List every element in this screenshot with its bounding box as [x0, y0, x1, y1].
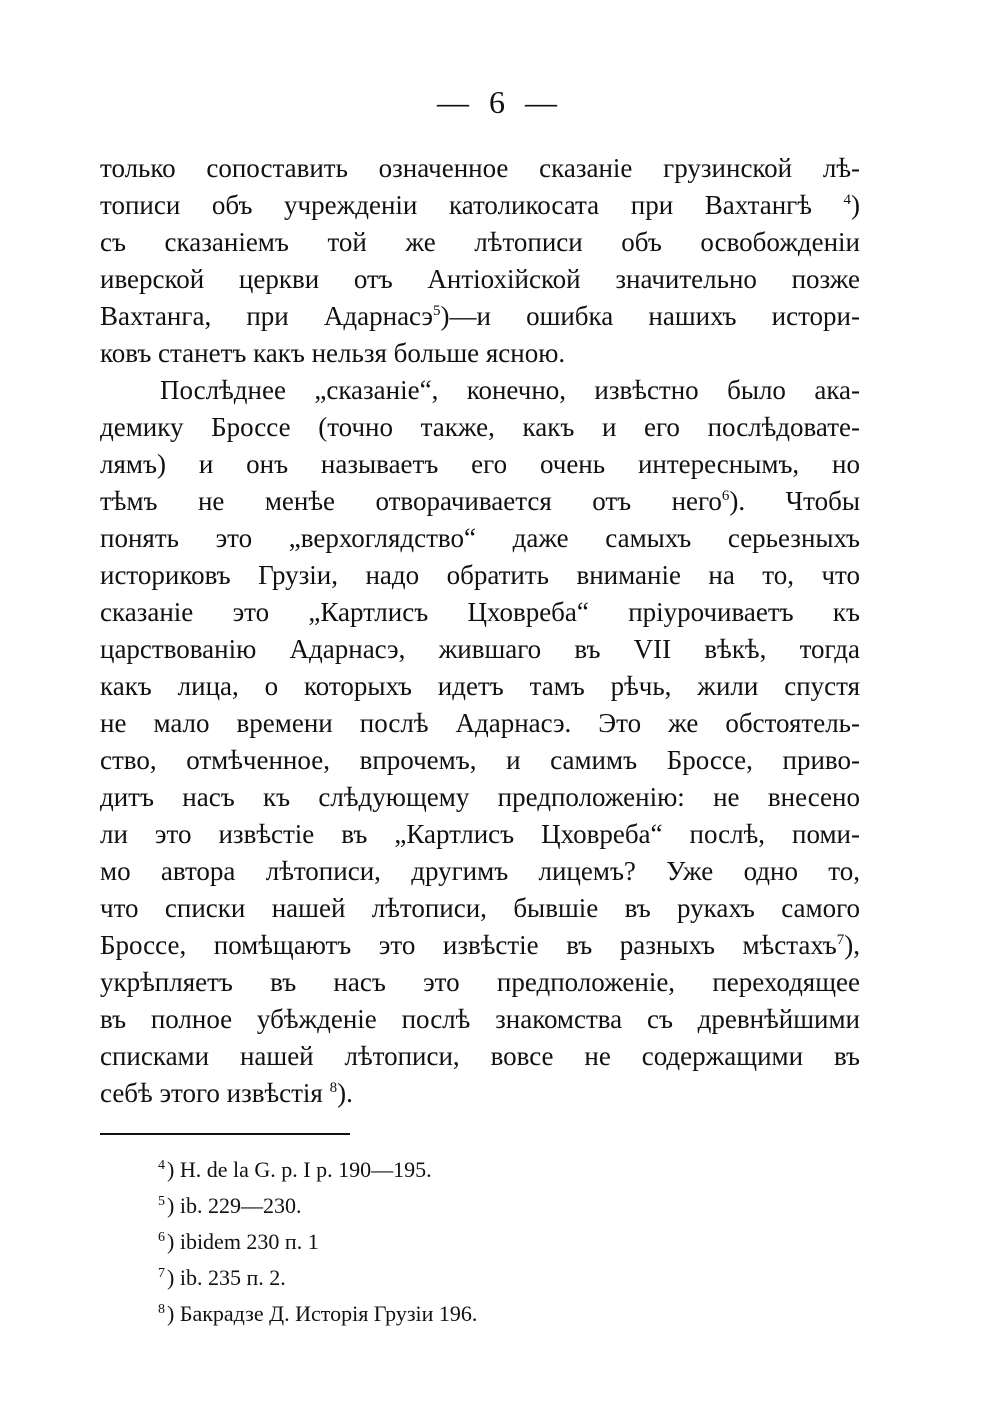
footnote-ref: 8 — [329, 1080, 338, 1096]
line-text: ство, отмѣченное, впрочемъ, и самимъ Броссе, приво- — [100, 745, 860, 775]
text-line — [100, 1038, 860, 1075]
footnote-text: ) ib. 235 п. 2. — [167, 1265, 286, 1290]
footnote-ref: 4 — [843, 192, 851, 208]
line-text: только сопоставить означенное сказаніе грузинской лѣ- — [100, 153, 860, 183]
footnote-mark: 4 — [158, 1158, 165, 1173]
text-line — [100, 224, 860, 261]
text-line — [100, 890, 860, 927]
line-text: ) — [851, 190, 860, 220]
text-line — [100, 1001, 860, 1038]
text-line — [100, 779, 860, 816]
line-text: ). — [337, 1078, 353, 1108]
text-line — [100, 853, 860, 890]
text-line — [100, 964, 860, 1001]
line-text: Броссе, помѣщаютъ это извѣстіе въ разныхъ мѣстахъ — [100, 930, 837, 960]
line-text: царствованію Адарнасэ, жившаго въ VII вѣкѣ, тогда — [100, 634, 860, 664]
text-line — [100, 557, 860, 594]
line-text: себѣ этого извѣстія — [100, 1078, 330, 1108]
text-line — [100, 631, 860, 668]
text-line — [100, 668, 860, 705]
footnote-ref: 5 — [432, 303, 441, 319]
text-line — [100, 1075, 860, 1112]
line-text: Послѣднее „сказаніе“, конечно, извѣстно было ака- — [160, 375, 860, 405]
line-text: мо автора лѣтописи, другимъ лицемъ? Уже одно то, — [100, 856, 860, 886]
line-text: ли это извѣстіе въ „Картлисъ Цховреба“ послѣ, поми- — [100, 819, 860, 849]
page-number: — 6 — — [437, 84, 563, 120]
footnote-mark: 8 — [158, 1302, 165, 1317]
line-text: сказаніе это „Картлисъ Цховреба“ пріурочиваетъ къ — [100, 597, 860, 627]
footnote — [158, 1224, 477, 1260]
text-line — [100, 409, 860, 446]
line-text: съ сказаніемъ той же лѣтописи объ освобожденіи — [100, 227, 860, 257]
line-text: не мало времени послѣ Адарнасэ. Это же обстоятель- — [100, 708, 860, 738]
line-text: укрѣпляетъ въ насъ это предположеніе, переходящее — [100, 967, 860, 997]
footnote-text: ) Бакрадзе Д. Исторія Грузіи 196. — [167, 1301, 478, 1326]
line-text: иверской церкви отъ Антіохійской значительно позже — [100, 264, 860, 294]
text-line — [100, 705, 860, 742]
footnote-ref: 6 — [721, 488, 730, 504]
line-text: какъ лица, о которыхъ идетъ тамъ рѣчь, жили спустя — [100, 671, 860, 701]
footnote-text: ) H. de la G. p. I p. 190—195. — [167, 1157, 432, 1182]
line-text: лямъ) и онъ называетъ его очень интереснымъ, но — [100, 449, 860, 479]
line-text: въ полное убѣжденіе послѣ знакомства съ древнѣйшими — [100, 1004, 860, 1034]
footnote-ref: 7 — [836, 932, 845, 948]
line-text: дитъ насъ къ слѣдующему предположенію: не внесено — [100, 782, 860, 812]
footnote — [158, 1260, 477, 1296]
line-text: понять это „верхоглядство“ даже самыхъ серьезныхъ — [100, 523, 860, 553]
line-text: ). Чтобы — [729, 486, 860, 516]
text-line — [100, 335, 860, 372]
text-line — [100, 150, 860, 187]
line-text: ковъ станетъ какъ нельзя больше ясною. — [100, 338, 566, 368]
body-text — [100, 150, 860, 1112]
line-text: историковъ Грузіи, надо обратить вниманіе на то, что — [100, 560, 860, 590]
footnote-text: ) ib. 229—230. — [167, 1193, 302, 1218]
text-line — [100, 594, 860, 631]
text-line — [100, 261, 860, 298]
text-line — [100, 187, 860, 224]
footnote — [158, 1296, 477, 1332]
line-text: Вахтанга, при Адарнасэ — [100, 301, 433, 331]
text-line — [100, 816, 860, 853]
footnote-mark: 5 — [158, 1194, 165, 1209]
text-line — [100, 446, 860, 483]
footnote-text: ) ibidem 230 п. 1 — [167, 1229, 319, 1254]
text-line — [100, 298, 860, 335]
footnote-mark: 6 — [158, 1230, 165, 1245]
line-text: что списки нашей лѣтописи, бывшіе въ рукахъ самого — [100, 893, 860, 923]
footnotes — [158, 1152, 477, 1332]
line-text: списками нашей лѣтописи, вовсе не содержащими въ — [100, 1041, 860, 1071]
text-line — [100, 742, 860, 779]
text-line — [100, 372, 860, 409]
footnote-mark: 7 — [158, 1266, 165, 1281]
line-text: )—и ошибка нашихъ истори- — [440, 301, 860, 331]
footnote — [158, 1152, 477, 1188]
line-text: демику Броссе (точно также, какъ и его послѣдовате- — [100, 412, 860, 442]
footnote — [158, 1188, 477, 1224]
line-text: тописи объ учрежденіи католикосата при Вахтангѣ — [100, 190, 844, 220]
text-line — [100, 520, 860, 557]
text-line — [100, 927, 860, 964]
line-text: тѣмъ не менѣе отворачивается отъ него — [100, 486, 722, 516]
footnote-rule — [100, 1133, 350, 1135]
text-line — [100, 483, 860, 520]
line-text: ), — [844, 930, 860, 960]
